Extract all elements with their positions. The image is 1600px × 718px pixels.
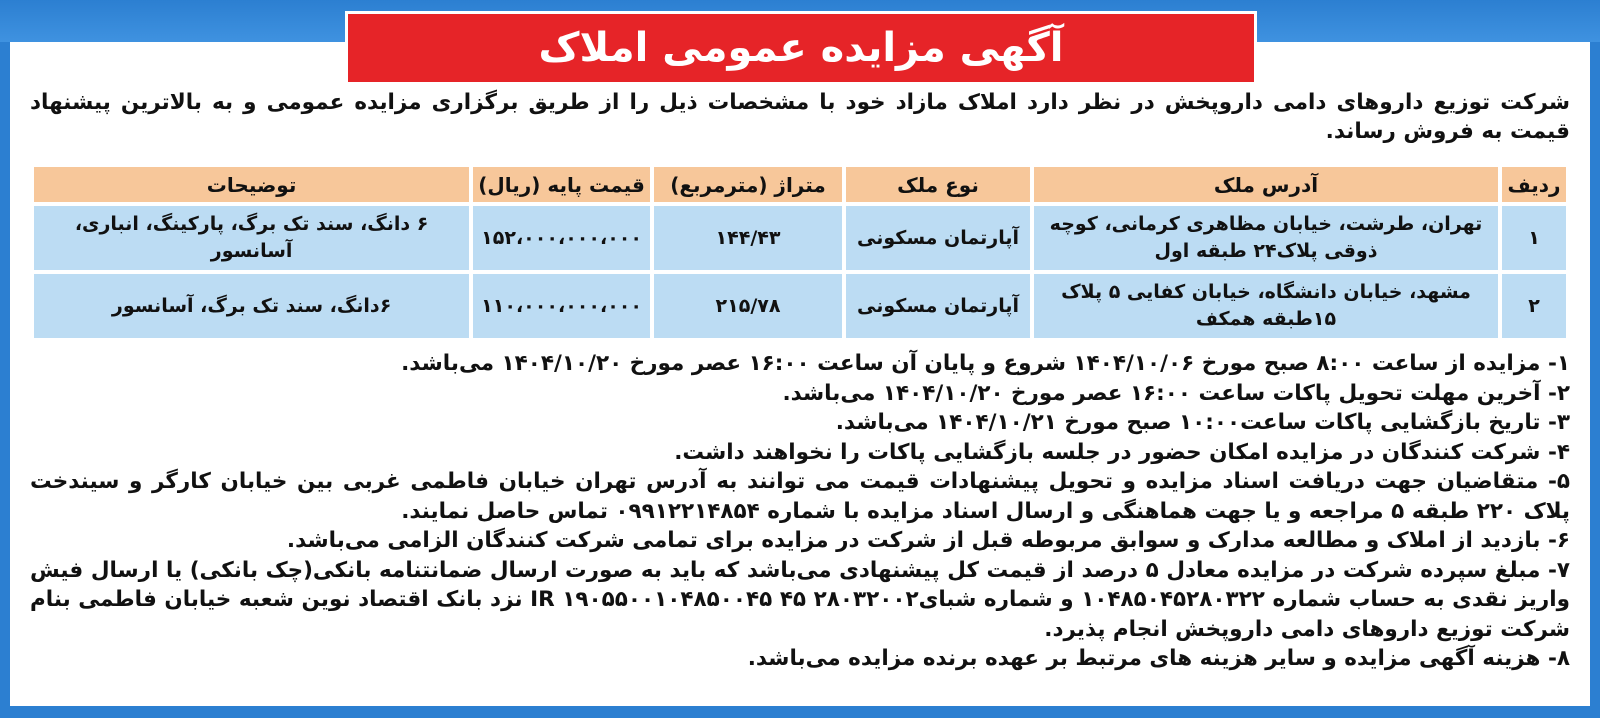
term-item: ۸- هزینه آگهی مزایده و سایر هزینه های مرتبط بر عهده برنده مزایده می‌باشد. (747, 646, 1570, 671)
term-item: ۱- مزایده از ساعت ۸:۰۰ صبح مورخ ۱۴۰۴/۱۰/۰۶ شروع و پایان آن ساعت ۱۶:۰۰ عصر مورخ ۱۴۰۴/۱۰/۲۰ می‌باشد. (401, 351, 1570, 376)
property-table (30, 163, 1570, 342)
header-row-number: ردیف (1502, 167, 1566, 202)
cell-base-price: ۱۵۲،۰۰۰،۰۰۰،۰۰۰ (473, 206, 650, 270)
term-item: ۳- تاریخ بازگشایی پاکات ساعت۱۰:۰۰ صبح مورخ ۱۴۰۴/۱۰/۲۱ می‌باشد. (835, 410, 1570, 435)
cell-row-number: ۱ (1502, 206, 1566, 270)
header-notes: توضیحات (34, 167, 469, 202)
header-area: متراژ (مترمربع) (654, 167, 842, 202)
term-item: ۷- مبلغ سپرده شرکت در مزایده معادل ۵ درصد از قیمت کل پیشنهادی می‌باشد که باید به صورت ارسال ضمانتنامه بانکی(چک بانکی) یا ارسال فیش واریز نقدی به حساب شماره ۱۰۴۸۵۰۴۵۲۸۰۳۲۲ و شماره شبای۲۸۰۳۲۰۰۲ ۴۵ IR ۱۹۰۵۵۰۰۱۰۴۸۵۰۰۴۵ نزد بانک اقتصاد نوین شعبه خیابان فاطمی بنام شرکت توزیع داروهای دامی داروپخش انجام پذیرد. (30, 557, 1570, 642)
table-row (34, 274, 1566, 338)
cell-address: تهران، طرشت، خیابان مظاهری کرمانی، کوچه ذوقی پلاک۲۴ طبقه اول (1034, 206, 1498, 270)
header-property-type: نوع ملک (846, 167, 1030, 202)
cell-address: مشهد، خیابان دانشگاه، خیابان کفایی ۵ پلاک ۱۵طبقه همکف (1034, 274, 1498, 338)
title-banner (348, 14, 1254, 82)
intro-paragraph: شرکت توزیع داروهای دامی داروپخش در نظر دارد املاک مازاد خود با مشخصات ذیل را از طریق برگزاری مزایده عمومی و به بالاترین پیشنهاد قیمت به فروش رساند. (30, 90, 1570, 144)
term-item: ۲- آخرین مهلت تحویل پاکات ساعت ۱۶:۰۰ عصر مورخ ۱۴۰۴/۱۰/۲۰ می‌باشد. (782, 380, 1570, 406)
cell-notes: ۶ دانگ، سند تک برگ، پارکینگ، انباری، آسانسور (34, 206, 469, 270)
header-address: آدرس ملک (1034, 167, 1498, 202)
term-item: ۴- شرکت کنندگان در مزایده امکان حضور در جلسه بازگشایی پاکات را نخواهند داشت. (674, 439, 1570, 465)
cell-area: ۲۱۵/۷۸ (654, 274, 842, 338)
table-header-row (34, 167, 1566, 202)
table-row (34, 206, 1566, 270)
term-item: ۵- متقاضیان جهت دریافت اسناد مزایده و تحویل پیشنهادات قیمت می توانند به آدرس تهران خیابان فاطمی غربی بین خیابان کارگر و سیندخت پلاک ۲۲۰ طبقه ۵ مراجعه و یا جهت هماهنگی و ارسال اسناد مزایده با شماره ۰۹۹۱۲۲۱۴۸۵۴ تماس حاصل نمایند. (30, 469, 1570, 524)
cell-property-type: آپارتمان مسکونی (846, 274, 1030, 338)
cell-property-type: آپارتمان مسکونی (846, 206, 1030, 270)
cell-notes: ۶دانگ، سند تک برگ، آسانسور (34, 274, 469, 338)
header-base-price: قیمت پایه (ریال) (473, 167, 650, 202)
terms-list (30, 349, 1570, 674)
cell-area: ۱۴۴/۴۳ (654, 206, 842, 270)
term-item: ۶- بازدید از املاک و مطالعه مدارک و سوابق مربوطه قبل از شرکت در مزایده برای تمامی شرکت کنندگان الزامی می‌باشد. (286, 528, 1570, 553)
cell-base-price: ۱۱۰،۰۰۰،۰۰۰،۰۰۰ (473, 274, 650, 338)
page-title: آگهی مزایده عمومی املاک (538, 25, 1064, 71)
cell-row-number: ۲ (1502, 274, 1566, 338)
